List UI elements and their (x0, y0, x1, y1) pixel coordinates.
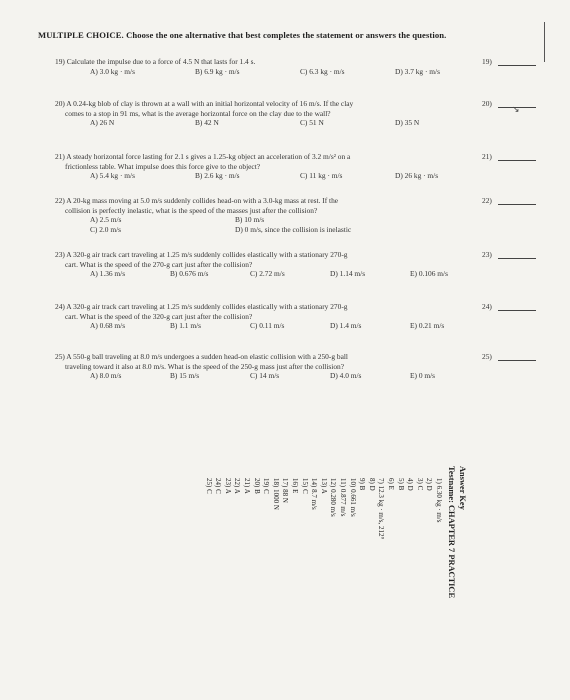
question-stem: 19) Calculate the impulse due to a force of 4.5 N that lasts for 1.4 s. (55, 57, 256, 66)
option-c: C) 11 kg · m/s (300, 171, 343, 181)
answer-key-item: 22) A (233, 478, 242, 494)
option-b: B) 1.1 m/s (170, 321, 202, 331)
blank-number: 20) (482, 99, 492, 108)
option-a: A) 1.36 m/s (90, 269, 126, 279)
question-stem-cont: cart. What is the speed of the 320-g cart just after the collision? (65, 311, 253, 321)
option-a: A) 0.68 m/s (90, 321, 126, 331)
blank-number: 21) (482, 152, 492, 161)
blank-number: 24) (482, 302, 492, 311)
option-d: D) 26 kg · m/s (395, 171, 439, 181)
pen-arrow-mark: ↘ (512, 104, 520, 114)
option-a: A) 5.4 kg · m/s (90, 171, 135, 181)
option-c: C) 6.3 kg · m/s (300, 66, 345, 76)
question-stem: 21) A steady horizontal force lasting for 2.1 s gives a 1.25-kg object an acceleration of 3.2 m/s² on a (55, 152, 351, 161)
option-d: D) 1.14 m/s (330, 269, 366, 279)
option-b: B) 2.6 kg · m/s (195, 171, 240, 181)
question-stem: 23) A 320-g air track cart traveling at 1.25 m/s suddenly collides elastically with a stationary 270-g (55, 250, 348, 259)
heading-instruction: Choose the one alternative that best completes the statement or answers the question. (126, 30, 447, 40)
answer-key-item: 10) 0.661 m/s (348, 478, 357, 517)
option-b: B) 42 N (195, 118, 219, 128)
answer-key-item: 2) D (425, 478, 434, 491)
answer-key-item: 23) A (223, 478, 232, 494)
option-a: A) 8.0 m/s (90, 371, 122, 381)
option-b: B) 15 m/s (170, 371, 200, 381)
question-stem-cont: collision is perfectly inelastic, what is the speed of the masses just after the collision? (65, 205, 318, 215)
question-stem: 24) A 320-g air track cart traveling at 1.25 m/s suddenly collides elastically with a stationary 270-g (55, 302, 348, 311)
question-stem: 22) A 20-kg mass moving at 5.0 m/s suddenly collides head-on with a 3.0-kg mass at rest. If the (55, 196, 339, 205)
answer-key-item: 3) C (415, 478, 424, 491)
answer-key-item: 13) A (319, 478, 328, 494)
answer-key-item: 6) E (387, 478, 395, 490)
question-stem: 20) A 0.24-kg blob of clay is thrown at a wall with an initial horizontal velocity of 16 m/s. If the clay (55, 99, 354, 108)
answer-key-item: 5) B (396, 478, 405, 491)
answer-key-item: 7) 12.3 kg · m/s, 212° (377, 478, 386, 540)
option-e: E) 0.21 m/s (410, 321, 445, 331)
answer-key-item: 19) C (262, 478, 271, 494)
question-stem: 25) A 550-g ball traveling at 8.0 m/s undergoes a sudden head-on elastic collision with a 250-g ball (55, 352, 348, 361)
answer-key-item: 15) C (300, 478, 309, 494)
option-d: D) 1.4 m/s (330, 321, 362, 331)
blank-number: 25) (482, 352, 492, 361)
answer-key-item: 25) C (204, 478, 213, 494)
answer-key-item: 17) 88 N (281, 478, 290, 503)
answer-key-item: 18) 1000 N (271, 478, 280, 510)
answer-key-testname: Testname: CHAPTER 7 PRACTICE (447, 466, 456, 599)
question-stem-cont: comes to a stop in 91 ms, what is the average horizontal force on the clay due to the wall? (65, 108, 331, 118)
answer-key-item: 20) B (252, 478, 261, 494)
answer-key-item: 24) C (214, 478, 223, 494)
option-c: C) 2.72 m/s (250, 269, 285, 279)
answer-key-item: 8) D (367, 478, 376, 491)
question-stem-cont: frictionless table. What impulse does this force give to the object? (65, 161, 261, 171)
answer-key-item: 21) A (243, 478, 251, 494)
option-e: E) 0.106 m/s (410, 269, 448, 279)
heading-title: MULTIPLE CHOICE. (38, 30, 124, 40)
option-b: B) 6.9 kg · m/s (195, 66, 240, 76)
answer-key-item: 11) 0.877 m/s (339, 478, 347, 517)
blank-number: 19) (482, 57, 492, 66)
answer-key-title: Answer Key (458, 466, 467, 510)
option-e: E) 0 m/s (410, 371, 436, 381)
option-c: C) 51 N (300, 118, 324, 128)
answer-key-item: 9) B (358, 478, 367, 491)
blank-number: 23) (482, 250, 492, 259)
option-d: D) 4.0 m/s (330, 371, 362, 381)
option-c: C) 0.11 m/s (250, 321, 285, 331)
answer-key-item: 14) 8.7 m/s (310, 478, 319, 510)
option-d: D) 0 m/s, since the collision is inelastic (235, 225, 352, 235)
option-c: C) 2.0 m/s (90, 225, 122, 235)
option-a: A) 2.5 m/s (90, 215, 122, 225)
option-a: A) 3.0 kg · m/s (90, 66, 135, 76)
question-stem-cont: cart. What is the speed of the 270-g cart just after the collision? (65, 259, 253, 269)
option-c: C) 14 m/s (250, 371, 280, 381)
option-b: B) 0.676 m/s (170, 269, 209, 279)
answer-key-item: 16) E (291, 478, 299, 494)
question-stem-cont: traveling toward it also at 8.0 m/s. What is the speed of the 250-g mass just after the collision? (65, 361, 345, 371)
answer-key-item: 1) 6.30 kg · m/s (435, 478, 443, 523)
answer-key-item: 12) 0.280 m/s (329, 478, 338, 517)
blank-number: 22) (482, 196, 492, 205)
answer-key-item: 4) D (406, 478, 415, 491)
option-b: B) 10 m/s (235, 215, 265, 225)
option-d: D) 35 N (395, 118, 420, 128)
option-d: D) 3.7 kg · m/s (395, 66, 440, 76)
option-a: A) 26 N (90, 118, 115, 128)
